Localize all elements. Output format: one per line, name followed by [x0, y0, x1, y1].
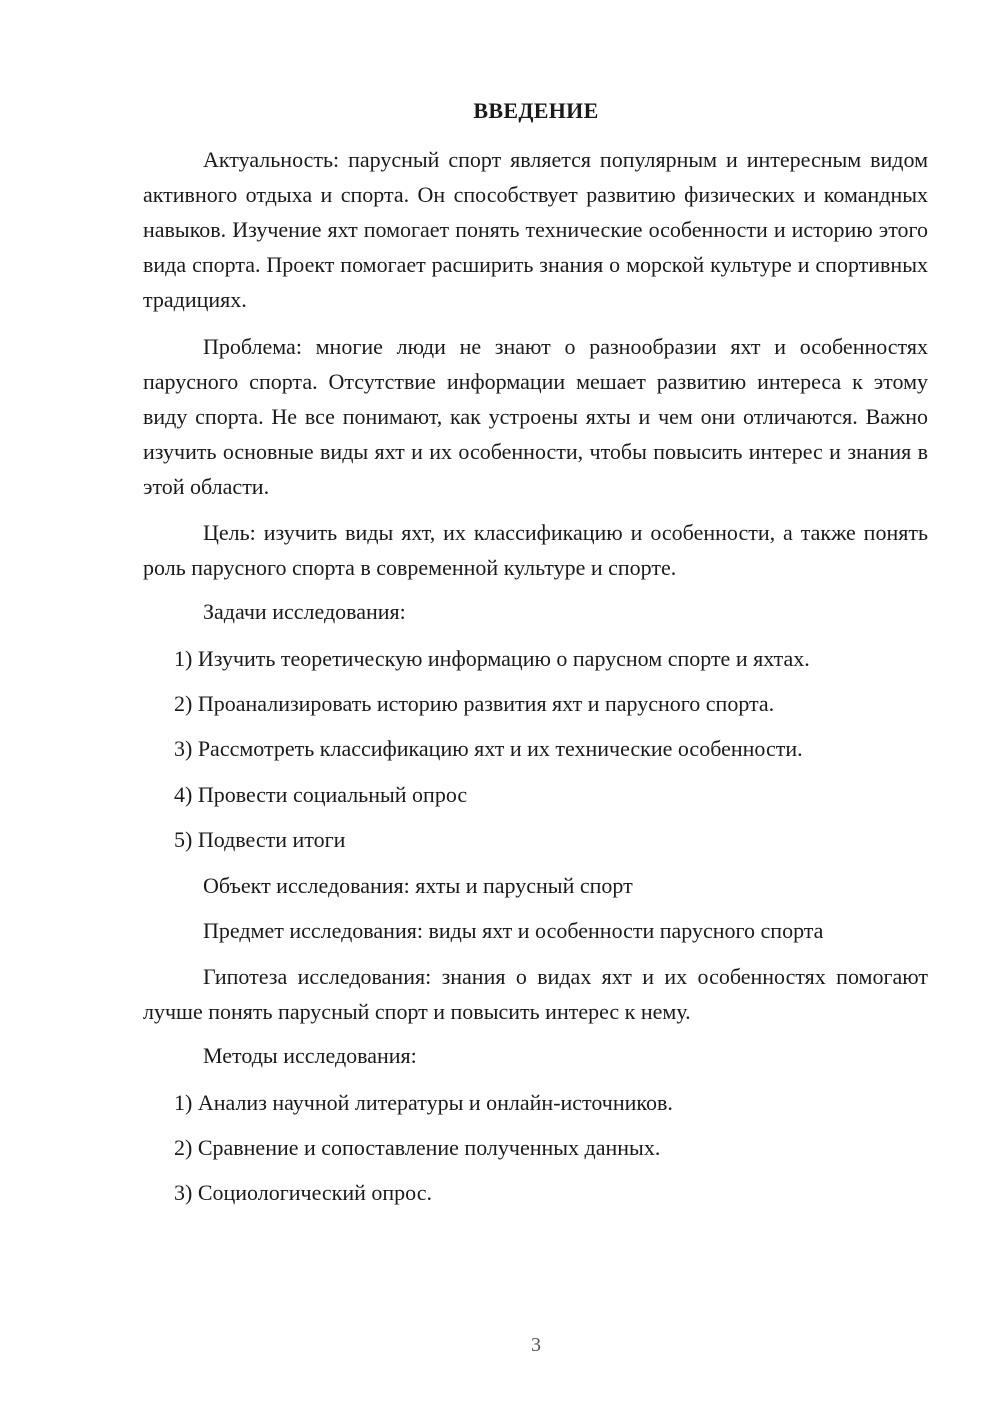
task-item-5: 5) Подвести итоги [174, 827, 346, 852]
object-line: Объект исследования: яхты и парусный спорт [203, 873, 633, 898]
subject-line: Предмет исследования: виды яхт и особенности парусного спорта [203, 918, 824, 943]
relevance-paragraph: Актуальность: парусный спорт является популярным и интересным видом активного отдыха и спорта. Он способствует развитию физических и командных навыков. Изучение яхт помогает понять технические особенности и историю этого вида спорта. Проект помогает расширить знания о морской культуре и спортивных традициях. [143, 147, 928, 312]
methods-label: Методы исследования: [203, 1043, 417, 1068]
task-item-3: 3) Рассмотреть классификацию яхт и их технические особенности. [174, 736, 803, 761]
method-item-1: 1) Анализ научной литературы и онлайн-источников. [174, 1090, 673, 1115]
page-number: 3 [531, 1334, 541, 1356]
tasks-label: Задачи исследования: [203, 599, 406, 624]
goal-paragraph: Цель: изучить виды яхт, их классификацию и особенности, а также понять роль парусного спорта в современной культуре и спорте. [143, 520, 928, 580]
hypothesis-paragraph: Гипотеза исследования: знания о видах яхт и их особенностях помогают лучше понять парусный спорт и повысить интерес к нему. [143, 964, 928, 1024]
task-item-2: 2) Проанализировать историю развития яхт и парусного спорта. [174, 691, 775, 716]
problem-paragraph: Проблема: многие люди не знают о разнообразии яхт и особенностях парусного спорта. Отсутствие информации мешает развитию интереса к этому виду спорта. Не все понимают, как устроены яхты и чем они отличаются. Важно изучить основные виды яхт и их особенности, чтобы повысить интерес и знания в этой области. [143, 334, 928, 499]
method-item-3: 3) Социологический опрос. [174, 1180, 432, 1205]
section-heading: ВВЕДЕНИЕ [473, 98, 599, 123]
task-item-4: 4) Провести социальный опрос [174, 782, 468, 807]
method-item-2: 2) Сравнение и сопоставление полученных данных. [174, 1135, 661, 1160]
task-item-1: 1) Изучить теоретическую информацию о парусном спорте и яхтах. [174, 646, 810, 671]
